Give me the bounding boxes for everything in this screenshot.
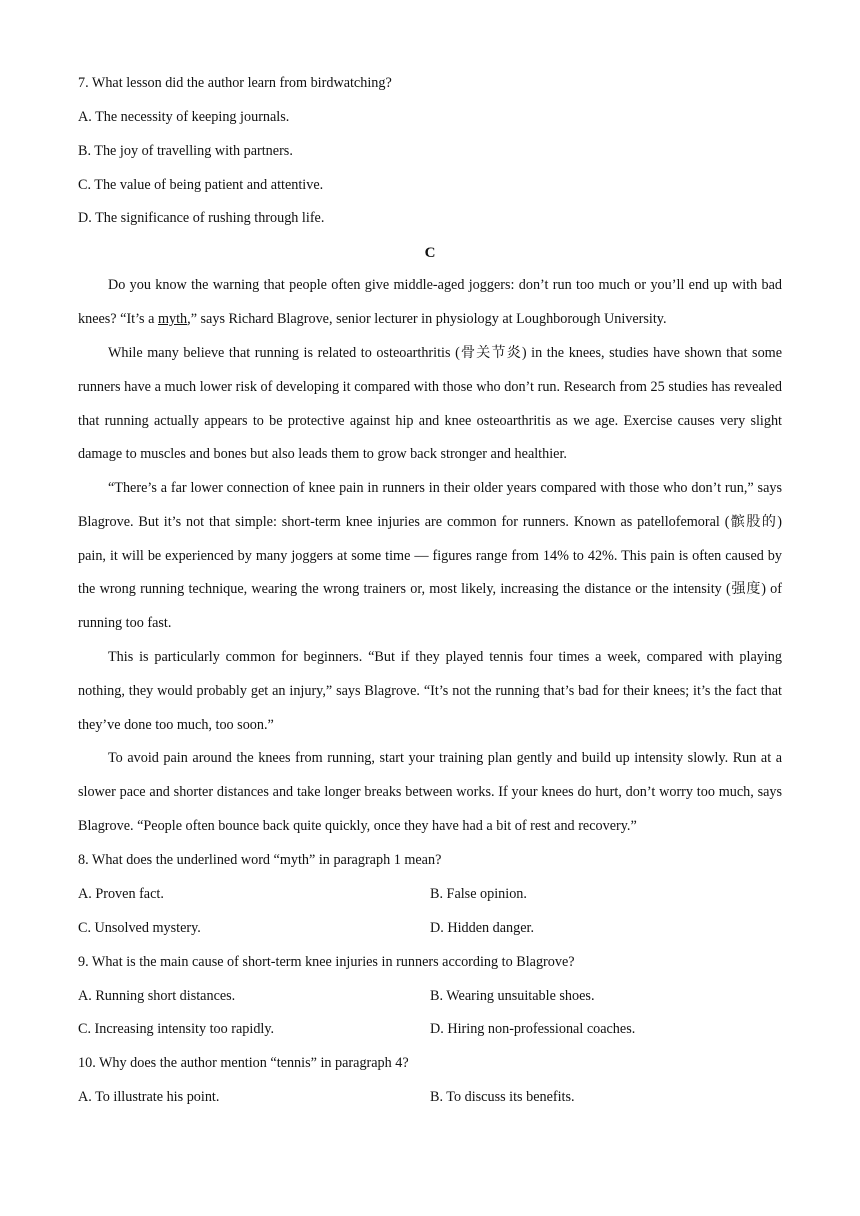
q7-option-c: C. The value of being patient and attentive. — [78, 177, 324, 193]
q10-option-a: A. To illustrate his point. — [78, 1089, 220, 1105]
q9-option-d: D. Hiring non-professional coaches. — [430, 1021, 636, 1037]
section-heading: C — [424, 245, 436, 261]
passage-paragraph-4: This is particularly common for beginners. “But if they played tennis four times a week, compared with playing nothing, they would probably get an injury,” says Blagrove. “It’s not the running that’s bad for their knees; it’s the fact that they’ve done too much, too soon.” — [78, 649, 782, 733]
q7-option-a: A. The necessity of keeping journals. — [78, 109, 290, 125]
q8-option-b: B. False opinion. — [430, 886, 527, 902]
p1-text-before: Do you know the warning that people often give middle-aged joggers: don’t run too much or you’ll end up with bad knees? “It’s a — [78, 277, 782, 327]
passage-paragraph-3: “There’s a far lower connection of knee pain in runners in their older years compared with those who don’t run,” says Blagrove. But it’s not that simple: short-term knee injuries are common for runners. Known as patellofemoral (髌股的) pain, it will be experienced by many joggers at some time — figures range from 14% to 42%. This pain is often caused by the wrong running technique, wearing the wrong trainers or, most likely, increasing the distance or the intensity (强度) of running too fast. — [78, 480, 782, 632]
q8-option-c: C. Unsolved mystery. — [78, 920, 201, 936]
q7-question: 7. What lesson did the author learn from birdwatching? — [78, 75, 392, 91]
q9-option-b: B. Wearing unsuitable shoes. — [430, 988, 595, 1004]
q10-question: 10. Why does the author mention “tennis” in paragraph 4? — [78, 1055, 409, 1071]
q10-option-b: B. To discuss its benefits. — [430, 1089, 575, 1105]
q7-option-b: B. The joy of travelling with partners. — [78, 143, 293, 159]
q8-option-d: D. Hidden danger. — [430, 920, 535, 936]
passage-paragraph-1 — [78, 269, 782, 337]
q9-option-c: C. Increasing intensity too rapidly. — [78, 1021, 275, 1037]
passage-paragraph-2: While many believe that running is related to osteoarthritis (骨关节炎) in the knees, studies have shown that some runners have a much lower risk of developing it compared with those who don’t run. Research from 25 studies has revealed that running actually appears to be protective against hip and knee osteoarthritis as we age. Exercise causes very slight damage to muscles and bones but also leads them to grow back stronger and healthier. — [78, 345, 782, 463]
q7-option-d: D. The significance of rushing through life. — [78, 210, 325, 226]
q8-question: 8. What does the underlined word “myth” in paragraph 1 mean? — [78, 852, 442, 868]
q8-option-a: A. Proven fact. — [78, 886, 164, 902]
q9-question: 9. What is the main cause of short-term knee injuries in runners according to Blagrove? — [78, 954, 575, 970]
p1-text-after: ,” says Richard Blagrove, senior lecturer in physiology at Loughborough University. — [187, 310, 667, 327]
underlined-word-myth: myth — [157, 310, 188, 327]
q9-option-a: A. Running short distances. — [78, 988, 236, 1004]
passage-paragraph-5: To avoid pain around the knees from running, start your training plan gently and build up intensity slowly. Run at a slower pace and shorter distances and take longer breaks between works. If your knees do hurt, don’t worry too much, says Blagrove. “People often bounce back quite quickly, once they have had a bit of rest and recovery.” — [78, 750, 782, 834]
